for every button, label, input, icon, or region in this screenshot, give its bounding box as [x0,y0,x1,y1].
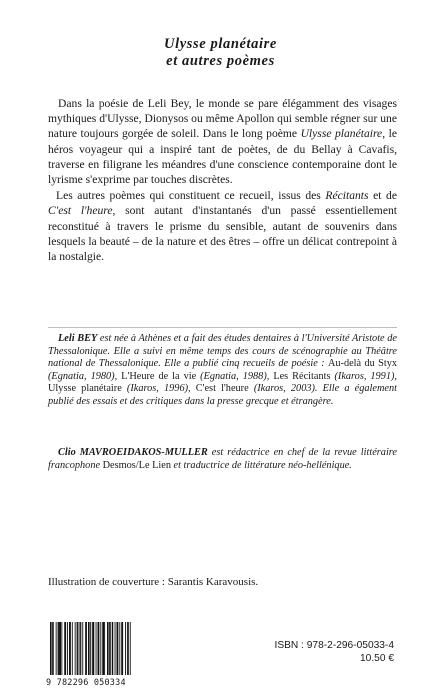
barcode-bar [119,622,120,675]
blurb-text: Les autres poèmes qui constituent ce recueil, issus des [56,189,326,203]
author-name: Leli BEY [58,333,98,344]
bio-text: (Ikaros, 1991), [330,370,397,382]
barcode-bar [100,622,101,675]
barcode-bar [59,622,60,675]
barcode-bar [117,622,118,675]
translator-bio-paragraph [48,447,397,472]
isbn-block [275,639,395,665]
barcode-bar [77,622,78,675]
barcode-bar [109,622,110,675]
barcode-bar [104,622,105,675]
barcode-digits: 9 782296 050334 [46,678,126,688]
barcode-bar [70,622,71,675]
bio-text: et traductrice de littérature néo-hellénique. [170,459,352,471]
barcode-bar [67,622,68,675]
blurb-italic-title: C'est l'heure [48,204,113,218]
blurb-text: , le héros voyageur qui a inspiré tant de poètes, de du Bellay à Cavafis, traverse en filigrane les méandres d'une conscience contemporaine dont le lyrisme s'exprime par touches discrètes. [48,127,397,187]
barcode-bar [125,622,126,675]
blurb-paragraph-2 [48,188,397,264]
divider [48,327,397,328]
barcode-bar [86,622,87,675]
bio-text: (Ikaros, 2003). Elle a également publié des essais et des critiques dans la presse grecque et étrangère. [48,383,397,407]
barcode-bar [115,622,116,675]
barcode-bar [98,622,99,675]
translator-name: Clio MAVROEIDAKOS-MULLER [58,447,208,458]
barcode-bar [107,622,109,675]
barcode-bar [96,622,97,675]
review-title: Desmos/Le Lien [102,459,171,471]
bio-text: (Egnatia, 1988), [196,370,274,382]
author-bio-paragraph [48,333,397,409]
barcode-bar [85,622,86,675]
barcode-bar [50,622,52,675]
barcode-bar [90,622,91,675]
barcode-bar [60,622,62,675]
barcode-bar [128,622,129,675]
bio-text: est née à Athènes et a fait des études dentaires à l'Université Aristote de Thessalonique. Elle a suivi en même temps des cours de scénographie au Théâtre national de Thessalonique. Elle a publié cinq recueils de poésie : [48,333,397,370]
blurb [48,96,397,265]
barcode-bar [58,622,59,675]
book-title [0,36,441,70]
barcode-bar [75,622,76,675]
barcode [46,622,132,688]
work-title: Au-delà du Styx [327,358,398,370]
barcode-bar [92,622,93,675]
barcode-bar [112,622,114,675]
translator-bio [48,447,397,472]
barcode-bar [80,622,81,675]
barcode-bar [130,622,131,675]
barcode-bar [110,622,111,675]
cover-credit: Illustration de couverture : Sarantis Karavousis. [48,576,259,588]
barcode-bar [72,622,73,675]
barcode-bar [65,622,66,675]
barcode-bar [82,622,83,675]
author-bio [48,333,397,409]
work-title: Les Récitants [273,370,331,382]
barcode-bar [122,622,123,675]
price: 10.50 € [360,653,394,664]
work-title: C'est l'heure [195,383,249,395]
title-line-1: Ulysse planétaire [164,36,277,52]
blurb-italic-title: Ulysse planétaire [300,127,383,141]
barcode-bar [79,622,80,675]
barcode-bar [127,622,128,675]
blurb-text: Dans la poésie de Leli Bey, le monde se pare élégamment des visages mythiques d'Ulysse, Dionysos ou même Apollon qui semble régner sur une nature toujours gorgée de soleil. Dans le long poème [48,97,397,141]
blurb-text: , sont autant d'instantanés d'un passé essentiellement reconstitué à travers le prisme du sensible, autant de souvenirs dans lesquels la beauté – de la nature et des êtres – offre un délicat contrepoint à la nostalgie. [48,204,397,264]
bio-text: (Ikaros, 1996), [121,383,196,395]
barcode-bar [52,622,53,675]
blurb-paragraph-1 [48,96,397,187]
work-title: L'Heure de la vie [121,370,197,382]
isbn-number: ISBN : 978-2-296-05033-4 [274,640,394,651]
barcode-bar [88,622,90,675]
work-title: Ulysse planétaire [48,383,122,395]
barcode-bar [53,622,54,675]
blurb-italic-title: Récitants [325,189,369,203]
bio-text: est rédactrice en chef de la revue littéraire francophone [48,447,397,471]
bio-text: (Egnatia, 1980), [48,370,122,382]
barcode-bar [93,622,95,675]
barcode-bars [46,622,132,677]
barcode-bar [78,622,79,675]
barcode-bar [103,622,104,675]
title-line-2: et autres poèmes [166,53,275,69]
barcode-bar [61,622,62,675]
barcode-bar [56,622,57,675]
blurb-text: et de [368,189,397,203]
